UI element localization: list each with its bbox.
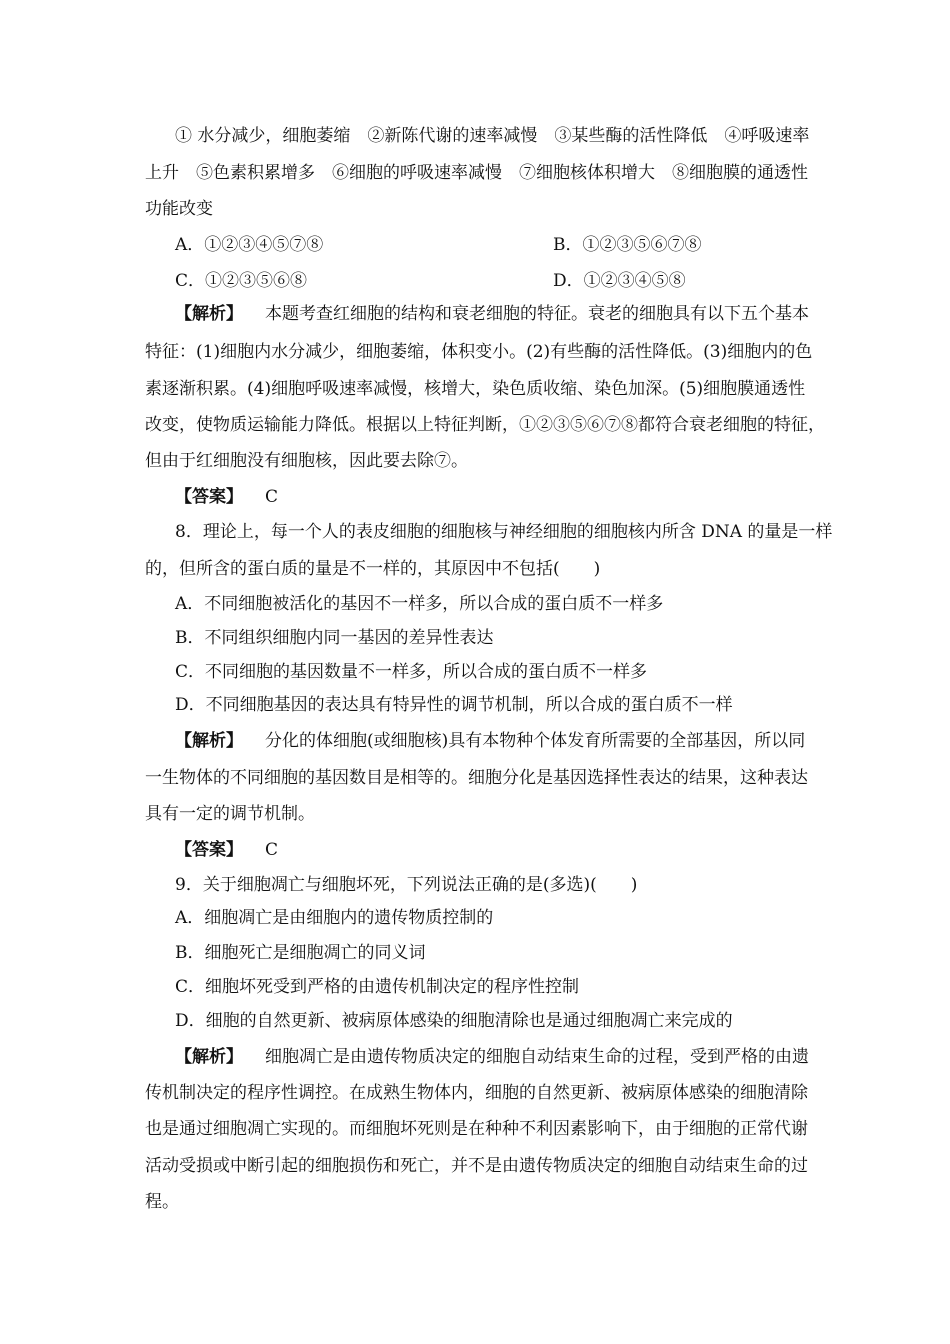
q8-stem-line-2: 的，但所含的蛋白质的量是不一样的，其原因中不包括( ) — [145, 559, 601, 579]
q8-stem-line-1: 8．理论上，每一个人的表皮细胞的细胞核与神经细胞的细胞核内所含 DNA 的量是一样 — [175, 522, 833, 542]
q8-option-a: A．不同细胞被活化的基因不一样多，所以合成的蛋白质不一样多 — [175, 594, 664, 614]
q8-option-b: B．不同组织细胞内同一基因的差异性表达 — [175, 628, 494, 648]
q8-analysis-line-2: 一生物体的不同细胞的基因数目是相等的。细胞分化是基因选择性表达的结果，这种表达 — [145, 768, 808, 788]
q8-analysis-text: 分化的体细胞(或细胞核)具有本物种个体发育所需要的全部基因，所以同 — [265, 731, 806, 751]
q9-analysis-text: 细胞凋亡是由遗传物质决定的细胞自动结束生命的过程，受到严格的由遗 — [265, 1047, 809, 1067]
q9-option-a: A．细胞凋亡是由细胞内的遗传物质控制的 — [175, 908, 494, 928]
q8-answer-value: C — [265, 840, 279, 860]
q7-option-d: D．①②③④⑤⑧ — [553, 271, 686, 291]
q9-stem-line-1: 9．关于细胞凋亡与细胞坏死，下列说法正确的是(多选)( ) — [175, 875, 638, 895]
q8-analysis-line-3: 具有一定的调节机制。 — [145, 804, 315, 824]
q9-analysis-tag: 【解析】 — [175, 1047, 243, 1067]
q9-analysis-line-4: 活动受损或中断引起的细胞损伤和死亡，并不是由遗传物质决定的细胞自动结束生命的过 — [145, 1156, 808, 1176]
q7-analysis-line-2: 特征：(1)细胞内水分减少，细胞萎缩，体积变小。(2)有些酶的活性降低。(3)细胞内的色 — [145, 342, 813, 362]
q7-stem-line-1: ① 水分减少，细胞萎缩 ②新陈代谢的速率减慢 ③某些酶的活性降低 ④呼吸速率 — [175, 126, 810, 146]
q8-option-d: D．不同细胞基因的表达具有特异性的调节机制，所以合成的蛋白质不一样 — [175, 695, 733, 715]
q7-analysis-line-5: 但由于红细胞没有细胞核，因此要去除⑦。 — [145, 451, 468, 471]
q9-analysis-line-2: 传机制决定的程序性调控。在成熟生物体内，细胞的自然更新、被病原体感染的细胞清除 — [145, 1083, 808, 1103]
q8-option-c: C．不同细胞的基因数量不一样多，所以合成的蛋白质不一样多 — [175, 662, 648, 682]
q8-answer-tag: 【答案】 — [175, 840, 243, 860]
q8-answer-line — [175, 839, 278, 861]
q7-stem-line-3: 功能改变 — [145, 199, 213, 219]
q9-analysis-line-3: 也是通过细胞凋亡实现的。而细胞坏死则是在种种不利因素影响下，由于细胞的正常代谢 — [145, 1119, 808, 1139]
q7-option-b: B．①②③⑤⑥⑦⑧ — [553, 235, 702, 255]
q7-answer-tag: 【答案】 — [175, 487, 243, 507]
q7-answer-line — [175, 486, 278, 508]
q7-analysis-text: 本题考查红细胞的结构和衰老细胞的特征。衰老的细胞具有以下五个基本 — [265, 304, 809, 324]
q7-stem-line-2: 上升 ⑤色素积累增多 ⑥细胞的呼吸速率减慢 ⑦细胞核体积增大 ⑧细胞膜的通透性 — [145, 163, 808, 183]
q7-analysis-line-3: 素逐渐积累。(4)细胞呼吸速率减慢，核增大，染色质收缩、染色加深。(5)细胞膜通透性 — [145, 379, 806, 399]
q9-analysis-line-5: 程。 — [145, 1192, 179, 1212]
q7-analysis-tag: 【解析】 — [175, 304, 243, 324]
q7-analysis-line-1 — [175, 303, 809, 325]
q7-option-c: C．①②③⑤⑥⑧ — [175, 271, 308, 291]
q7-answer-value: C — [265, 487, 279, 507]
q9-option-c: C．细胞坏死受到严格的由遗传机制决定的程序性控制 — [175, 977, 580, 997]
q9-analysis-line-1 — [175, 1046, 809, 1068]
q9-option-d: D．细胞的自然更新、被病原体感染的细胞清除也是通过细胞凋亡来完成的 — [175, 1011, 733, 1031]
q9-option-b: B．细胞死亡是细胞凋亡的同义词 — [175, 943, 426, 963]
q8-analysis-tag: 【解析】 — [175, 731, 243, 751]
q7-option-a: A．①②③④⑤⑦⑧ — [175, 235, 324, 255]
q7-analysis-line-4: 改变，使物质运输能力降低。根据以上特征判断，①②③⑤⑥⑦⑧都符合衰老细胞的特征， — [145, 415, 825, 435]
q8-analysis-line-1 — [175, 730, 805, 752]
